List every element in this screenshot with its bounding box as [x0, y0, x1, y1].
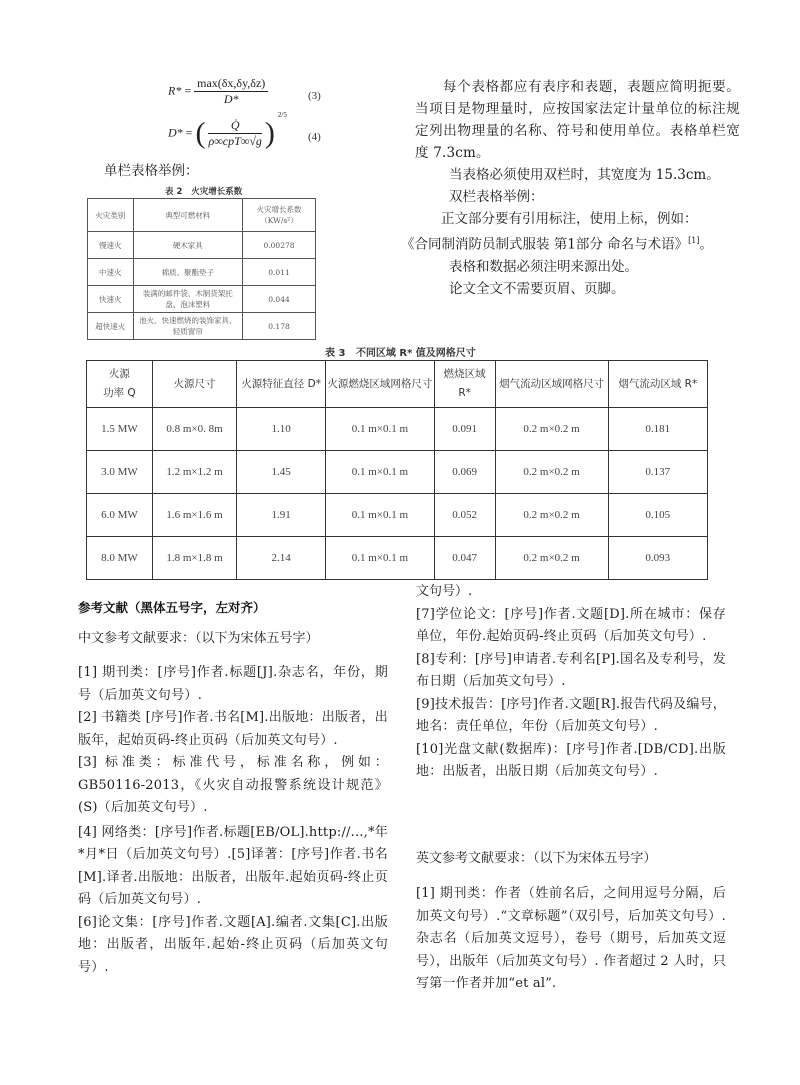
equation-4-denominator: ρ∞cpT∞√g [208, 134, 262, 148]
cn-references-intro: 中文参考文献要求：（以下为宋体五号字） [78, 631, 319, 646]
table-3-cell: 0.2 m×0.2 m [495, 451, 608, 494]
table-2-header-cell: 火灾类别 [88, 199, 134, 232]
paragraph-double-column-example: 双栏表格举例： [449, 189, 544, 205]
reference-item: [7]学位论文：[序号]作者.文题[D].所在城市：保存单位，年份.起始页码-终止页码（后加英文句号）. [416, 606, 726, 644]
table-3-cell: 0.069 [434, 451, 495, 494]
equation-3-numerator: max(δx,δy,δz) [194, 76, 268, 92]
table-2 [87, 198, 316, 340]
equation-4-fraction [208, 118, 261, 149]
table-3-cell: 0.1 m×0.1 m [326, 537, 435, 580]
equation-4-lhs: D* [168, 125, 183, 140]
equation-3-fraction [194, 76, 268, 107]
table-3-cell: 1.2 m×1.2 m [152, 451, 236, 494]
en-references-intro: 英文参考文献要求：（以下为宋体五号字） [416, 851, 657, 866]
table-3-cell: 0.2 m×0.2 m [495, 408, 608, 451]
table-3-cell: 0.2 m×0.2 m [495, 494, 608, 537]
table-2-cell: 硬木家具 [133, 232, 242, 259]
table-3-cell: 0.105 [608, 494, 707, 537]
table-3-header-line: 火源 [108, 368, 130, 380]
table-3-cell: 0.2 m×0.2 m [495, 537, 608, 580]
reference-item: [10]光盘文献(数据库)：[序号]作者.[DB/CD].出版地：出版者，出版日期（后加英文句号）. [416, 741, 726, 779]
table-3-header-cell [87, 361, 153, 408]
table-2-row [88, 232, 316, 259]
paragraph-data-source: 表格和数据必须注明来源出处。 [449, 258, 638, 275]
table-3-cell: 0.137 [608, 451, 707, 494]
paragraph-double-column-width: 当表格必须使用双栏时，其宽度为 15.3cm。 [449, 167, 720, 183]
table-3-cell: 0.047 [434, 537, 495, 580]
table-2-cell: 慢速火 [88, 232, 134, 259]
table-3-header-cell: 燃烧区域 R* [434, 361, 495, 408]
table-2-cell: 0.011 [243, 259, 316, 286]
equation-3: R* = $\frac{\max(\delta x,\delta y,\delta z)}{D*}$ [168, 76, 268, 107]
table-3-cell: 2.14 [237, 537, 326, 580]
equation-3-denominator: D* [223, 92, 239, 106]
equation-3-number: (3) [308, 90, 321, 102]
table-3-header-row [87, 361, 708, 408]
equation-3-lhs: R* [168, 83, 182, 98]
paragraph-table-rules: 每个表格都应有表序和表题，表题应简明扼要。当项目是物理量时，应按国家法定计量单位的标注规定列出物理量的名称、符号和使用单位。表格单栏宽度 7.3cm。 [415, 79, 740, 161]
cn-references-left [78, 662, 388, 979]
table-3-cell: 0.093 [608, 537, 707, 580]
table-3-cell: 0.8 m×0. 8m [152, 408, 236, 451]
right-column-top [401, 76, 740, 300]
reference-item-continuation: 文句号）. [416, 584, 473, 599]
table-3-cell: 0.1 m×0.1 m [326, 451, 435, 494]
single-column-example-label: 单栏表格举例： [104, 163, 199, 179]
table-3-cell: 1.10 [237, 408, 326, 451]
paragraph-citation-rule: 正文部分要有引用标注，使用上标，例如： [441, 211, 698, 227]
table-2-header-cell: 典型可燃材料 [133, 199, 242, 232]
table-3-cell: 3.0 MW [87, 451, 153, 494]
cn-references-right [416, 581, 726, 784]
table-3-row [87, 537, 708, 580]
reference-item: [2] 书籍类 [序号]作者.书名[M].出版地：出版者，出版年，起始页码-终止页码（后加英文句号）. [78, 710, 388, 748]
table-2-header-cell [243, 199, 316, 232]
reference-item: [4] 网络类：[序号]作者.标题[EB/OL].http://...,*年*月*日（后加英文句号）.[5]译著：[序号]作者.书名[M].译者.出版地：出版者，出版年.起始页码-终止页码（后加英文句号）. [78, 824, 388, 907]
table-3 [86, 360, 708, 580]
citation-superscript: [1] [688, 236, 700, 245]
table-3-cell: 6.0 MW [87, 494, 153, 537]
reference-item: [1] 期刊类：作者（姓前名后，之间用逗号分隔，后加英文句号）.“文章标题”（双引号，后加英文句号）.杂志名（后加英文逗号），卷号（期号，后加英文逗号），出版年（后加英文句号）. 作者超过 2 人时，只写第一作者并加“et al”. [416, 886, 726, 991]
table-2-cell: 0.178 [243, 313, 316, 340]
references-heading: 参考文献（黑体五号字，左对齐） [78, 600, 266, 615]
reference-item: [1] 期刊类：[序号]作者.标题[J].杂志名，年份，期号（后加英文句号）. [78, 665, 388, 703]
reference-item: [9]技术报告：[序号]作者.文题[R].报告代码及编号，地名：责任单位，年份（后加英文句号）. [416, 696, 726, 734]
equation-4-number: (4) [308, 131, 321, 143]
table-2-header-unit: （KW/s²） [260, 216, 298, 225]
en-references [416, 883, 726, 996]
table-2-row [88, 259, 316, 286]
table-2-cell: 中速火 [88, 259, 134, 286]
table-3-header-cell: 烟气流动区域网格尺寸 [495, 361, 608, 408]
reference-item: [3] 标准类：标准代号，标准名称，例如：GB50116-2013，《火灾自动报警系统设计规范》(S)（后加英文句号）. [78, 755, 388, 815]
citation-example-text: 《合同制消防员制式服装 第1部分 命名与术语》 [401, 236, 689, 253]
equation-4: D* = ( $\frac{Q̇}{\text{ρ∞cpT∞√g}}$ ) $^{2/5}$ [168, 111, 287, 150]
paragraph-no-header-footer: 论文全文不需要页眉、页脚。 [449, 280, 625, 297]
table-2-cell: 0.044 [243, 286, 316, 313]
table-2-header-row [88, 199, 316, 232]
table-2-cell: 池火、快速燃烧的装饰家具、轻质窗帘 [133, 313, 242, 340]
table-3-cell: 1.6 m×1.6 m [152, 494, 236, 537]
table-3-header-cell: 火源特征直径 D* [237, 361, 326, 408]
table-3-header-cell: 火源尺寸 [152, 361, 236, 408]
table-3-caption: 表 3 不同区域 R* 值及网格尺寸 [325, 348, 476, 359]
citation-example-end: 。 [699, 236, 714, 253]
table-2-row [88, 313, 316, 340]
table-2-cell: 超快速火 [88, 313, 134, 340]
table-3-header-cell: 烟气流动区域 R* [608, 361, 707, 408]
table-2-header-text: 火灾增长系数 [256, 205, 302, 214]
table-2-caption: 表 2 火灾增长系数 [165, 187, 243, 197]
equation-4-exponent: 2/5 [277, 111, 287, 120]
table-3-cell: 0.091 [434, 408, 495, 451]
reference-item: [6]论文集：[序号]作者.文题[A].编者.文集[C].出版地：出版者，出版年.起始-终止页码（后加英文句号）. [78, 914, 388, 975]
reference-item: [8]专利：[序号]申请者.专利名[P].国名及专利号，发布日期（后加英文句号）. [416, 651, 726, 689]
table-2-cell: 0.00278 [243, 232, 316, 259]
table-3-cell: 0.1 m×0.1 m [326, 408, 435, 451]
table-3-header-cell: 火源燃烧区域网格尺寸 [326, 361, 435, 408]
table-3-row [87, 451, 708, 494]
table-3-cell: 8.0 MW [87, 537, 153, 580]
table-2-cell: 快速火 [88, 286, 134, 313]
table-3-row [87, 494, 708, 537]
table-2-row [88, 286, 316, 313]
equation-4-numerator: Q̇ [208, 118, 261, 134]
table-2-cell: 棉质、聚酯垫子 [133, 259, 242, 286]
table-3-header-line: 功率 Q [103, 387, 136, 399]
table-3-row [87, 408, 708, 451]
table-3-cell: 1.8 m×1.8 m [152, 537, 236, 580]
table-3-cell: 0.1 m×0.1 m [326, 494, 435, 537]
table-3-cell: 1.91 [237, 494, 326, 537]
table-3-cell: 0.181 [608, 408, 707, 451]
table-3-cell: 1.5 MW [87, 408, 153, 451]
paragraph-citation-example [401, 230, 740, 256]
table-2-cell: 装满的邮件袋、木制货架托盘、泡沫塑料 [133, 286, 242, 313]
table-3-cell: 0.052 [434, 494, 495, 537]
table-3-cell: 1.45 [237, 451, 326, 494]
